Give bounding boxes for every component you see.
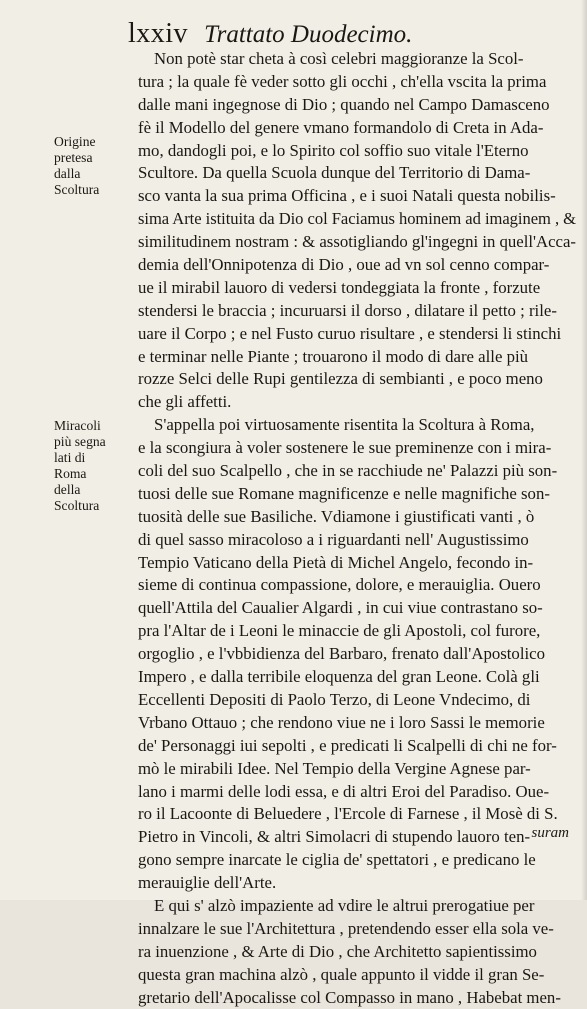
paragraph [138, 414, 576, 895]
marginal-note-line: lati di [54, 450, 86, 465]
text-line: sieme di continua compassione, dolore, e merauiglia. Ouero [138, 575, 541, 595]
text-line: ro il Lacoonte di Beluedere , l'Ercole di Farnese , il Mosè di S. [138, 804, 558, 824]
text-line: che gli affetti. [138, 392, 232, 412]
text-line: Eccellenti Depositi di Paolo Terzo, di Leone Vndecimo, di [138, 689, 531, 709]
text-line: merauiglie dell'Arte. [138, 873, 277, 893]
text-line: mò le mirabili Idee. Nel Tempio della Vergine Agnese par- [138, 758, 531, 778]
marginal-note-line: Origine [54, 134, 96, 149]
text-line: questa gran machina alzò , quale appunto il vidde il gran Se- [138, 964, 545, 984]
marginal-note-line: più segna [54, 434, 106, 449]
text-line: ue il mirabil lauoro di vedersi tondeggiata la fronte , forzute [138, 277, 541, 297]
text-line: sima Arte istituita da Dio col Faciamus hominem ad imaginem , & [138, 209, 576, 229]
marginal-note-origine [54, 134, 134, 198]
page-number: lxxiv [128, 18, 189, 49]
text-line: tuosità delle sue Basiliche. Vdiamone i giustificati vanti , ò [138, 506, 535, 526]
marginal-note-line: Scoltura [54, 182, 100, 197]
paragraph [138, 48, 576, 414]
text-line: mo, dandogli poi, e lo Spirito col soffio suo vitale l'Eterno [138, 140, 529, 160]
text-line: lano i marmi delle lodi essa, e di altri Eroi del Paradiso. Oue- [138, 781, 550, 801]
text-line: Impero , e dalla terribile eloquenza del gran Leone. Colà gli [138, 667, 540, 687]
text-line: uare il Corpo ; e nel Fusto curuo risultare , e stendersi li stinchi [138, 323, 562, 343]
text-line: S'appella poi virtuosamente risentita la Scoltura à Roma, [154, 415, 535, 435]
text-line: sco vanta la sua prima Officina , e i suoi Natali questa nobilis- [138, 186, 556, 206]
text-line: Pietro in Vincoli, & altri Simolacri di stupendo lauoro ten- [138, 827, 531, 847]
text-line: tuosi delle sue Romane magnificenze e nelle magnifiche son- [138, 483, 550, 503]
text-line: E qui s' alzò impaziente ad vdire le altrui prerogatiue per [154, 895, 535, 915]
text-line: orgoglio , e l'vbbidienza del Barbaro, frenato dall'Apostolico [138, 644, 545, 664]
text-line: e terminar nelle Piante ; trouarono il modo di dare alle più [138, 346, 529, 366]
text-line: pra l'Altar de i Leoni le minaccie de gli Apostoli, col furore, [138, 621, 541, 641]
text-line: fè il Modello del genere vmano formandolo di Creta in Ada- [138, 117, 544, 137]
running-title: Trattato Duodecimo. [204, 21, 413, 48]
text-line: Non potè star cheta à così celebri maggioranze la Scol- [154, 49, 524, 68]
text-line: stendersi le braccia ; incuruarsi il dorso , dilatare il petto ; rile- [138, 300, 557, 320]
paragraph [138, 895, 576, 1009]
text-line: quell'Attila del Caualier Algardi , in cui viue contrastano so- [138, 598, 543, 618]
text-line: Tempio Vaticano della Pietà di Michel Angelo, fecondo in- [138, 552, 534, 572]
marginal-note-line: Miracoli [54, 418, 101, 433]
text-line: demia dell'Onnipotenza di Dio , oue ad vn sol cenno compar- [138, 255, 550, 275]
text-line: e la scongiura à voler sostenere le sue preminenze con i mira- [138, 438, 552, 458]
body-text [138, 48, 576, 1009]
text-line: rozze Selci delle Rupi gentilezza di sembianti , e poco meno [138, 369, 543, 389]
marginal-note-line: della [54, 482, 81, 497]
marginal-note-miracoli [54, 418, 134, 514]
marginal-note-line: dalla [54, 166, 81, 181]
text-line: tura ; la quale fè veder sotto gli occhi , ch'ella vscita la prima [138, 71, 547, 91]
text-line: de' Personaggi iui sepolti , e predicati li Scalpelli di chi ne for- [138, 735, 557, 755]
marginal-note-line: Roma [54, 466, 87, 481]
text-line: di quel sasso miracoloso a i riguardanti nell' Augustissimo [138, 529, 529, 549]
text-line: innalzare le sue l'Architettura , pretendendo esser ella sola ve- [138, 918, 554, 938]
text-line: Vrbano Ottauo ; che rendono viue ne i loro Sassi le memorie [138, 712, 545, 732]
text-line: dalle mani ingegnose di Dio ; quando nel Campo Damasceno [138, 94, 550, 114]
marginal-note-line: Scoltura [54, 498, 100, 513]
running-head [128, 18, 412, 50]
catchword: suram [531, 825, 569, 841]
text-line: Scultore. Da quella Scuola dunque del Territorio di Dama- [138, 163, 531, 183]
marginal-note-line: pretesa [54, 150, 93, 165]
text-line: gretario dell'Apocalisse col Compasso in mano , Habebat men- [138, 987, 561, 1007]
text-line: ra inuenzione , & Arte di Dio , che Architetto sapientissimo [138, 941, 537, 961]
text-line: similitudinem nostram : & assotigliando gl'ingegni in quell'Acca- [138, 232, 576, 252]
text-line: gono sempre inarcate le ciglia de' spettatori , e predicano le [138, 850, 536, 870]
text-line: coli del suo Scalpello , che in se racchiude ne' Palazzi più son- [138, 461, 558, 481]
